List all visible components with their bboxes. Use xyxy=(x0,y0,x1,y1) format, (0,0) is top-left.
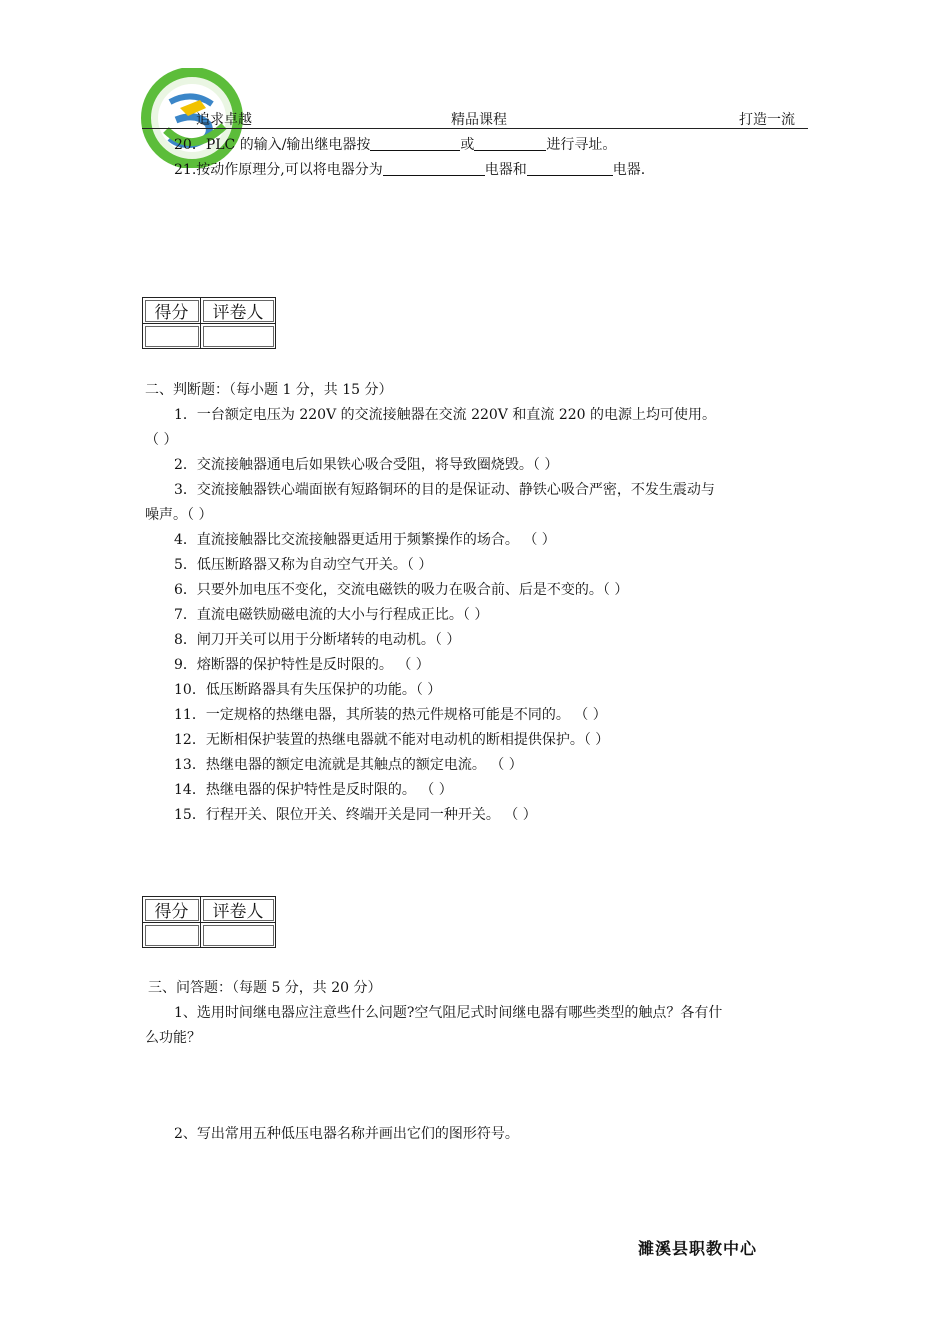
judge-item-2: 2．交流接触器通电后如果铁心吸合受阻，将导致圈烧毁。（ ） xyxy=(174,457,559,473)
question-21 xyxy=(174,161,645,179)
score-box-2-grader-label: 评卷人 xyxy=(201,897,276,923)
judge-item-12: 12．无断相保护装置的热继电器就不能对电动机的断相提供保护。（ ） xyxy=(174,732,610,748)
essay-q1-line1: 1、选用时间继电器应注意些什么问题?空气阻尼式时间继电器有哪些类型的触点？各有什 xyxy=(174,1005,723,1021)
q21-mid: 电器和 xyxy=(484,162,527,178)
q20-mid: 或 xyxy=(460,137,475,153)
score-box-1-grader-label: 评卷人 xyxy=(201,298,276,324)
q21-after: 电器. xyxy=(612,162,646,178)
score-box-2 xyxy=(142,896,276,948)
q20-after: 进行寻址。 xyxy=(546,137,617,153)
score-box-2-score-cell[interactable] xyxy=(143,923,201,948)
q21-blank-2[interactable] xyxy=(527,161,613,176)
judge-item-15: 15．行程开关、限位开关、终端开关是同一种开关。 （ ） xyxy=(174,807,537,823)
judge-item-14: 14．热继电器的保护特性是反时限的。 （ ） xyxy=(174,782,453,798)
q21-before: 21.按动作原理分,可以将电器分为 xyxy=(174,162,383,178)
q20-blank-2[interactable] xyxy=(474,136,546,151)
judge-item-7: 7．直流电磁铁励磁电流的大小与行程成正比。（ ） xyxy=(174,607,489,623)
essay-q2: 2、写出常用五种低压电器名称并画出它们的图形符号。 xyxy=(174,1126,519,1142)
score-box-2-grader-cell[interactable] xyxy=(201,923,276,948)
q21-blank-1[interactable] xyxy=(383,161,485,176)
header-right: 打造一流 xyxy=(739,112,795,128)
judge-item-3: 3．交流接触器铁心端面嵌有短路铜环的目的是保证动、静铁心吸合严密，不发生震动与 xyxy=(174,482,715,498)
section-3-title: 三、问答题：（每题 5 分，共 20 分） xyxy=(148,980,382,996)
judge-item-11: 11．一定规格的热继电器，其所装的热元件规格可能是不同的。 （ ） xyxy=(174,707,607,723)
judge-item-6: 6．只要外加电压不变化，交流电磁铁的吸力在吸合前、后是不变的。（ ） xyxy=(174,582,629,598)
judge-item-8: 8．闸刀开关可以用于分断堵转的电动机。（ ） xyxy=(174,632,461,648)
judge-item-3-cont: 噪声。（ ） xyxy=(145,507,213,523)
judge-item-5: 5．低压断路器又称为自动空气开关。（ ） xyxy=(174,557,433,573)
question-20 xyxy=(174,136,616,154)
header-left: 追求卓越 xyxy=(196,112,252,128)
q20-blank-1[interactable] xyxy=(370,136,460,151)
score-box-1 xyxy=(142,297,276,349)
judge-item-1-paren: （ ） xyxy=(145,432,178,448)
footer-school-name: 濉溪县职教中心 xyxy=(638,1239,758,1258)
q20-before: 20．PLC 的输入/输出继电器按 xyxy=(174,137,371,153)
score-box-1-score-label: 得分 xyxy=(143,298,201,324)
judge-item-4: 4．直流接触器比交流接触器更适用于频繁操作的场合。 （ ） xyxy=(174,532,556,548)
section-2-title: 二、判断题：（每小题 1 分，共 15 分） xyxy=(145,382,393,398)
header-center: 精品课程 xyxy=(451,112,507,128)
judge-item-10: 10．低压断路器具有失压保护的功能。（ ） xyxy=(174,682,442,698)
essay-q1-line2: 么功能？ xyxy=(145,1030,201,1046)
judge-item-9: 9．熔断器的保护特性是反时限的。 （ ） xyxy=(174,657,430,673)
judge-item-1: 1．一台额定电压为 220V 的交流接触器在交流 220V 和直流 220 的电源上均可使用。 xyxy=(174,407,716,423)
score-box-1-score-cell[interactable] xyxy=(143,324,201,349)
score-box-2-score-label: 得分 xyxy=(143,897,201,923)
header-rule xyxy=(142,128,808,129)
score-box-1-grader-cell[interactable] xyxy=(201,324,276,349)
judge-item-13: 13．热继电器的额定电流就是其触点的额定电流。 （ ） xyxy=(174,757,523,773)
